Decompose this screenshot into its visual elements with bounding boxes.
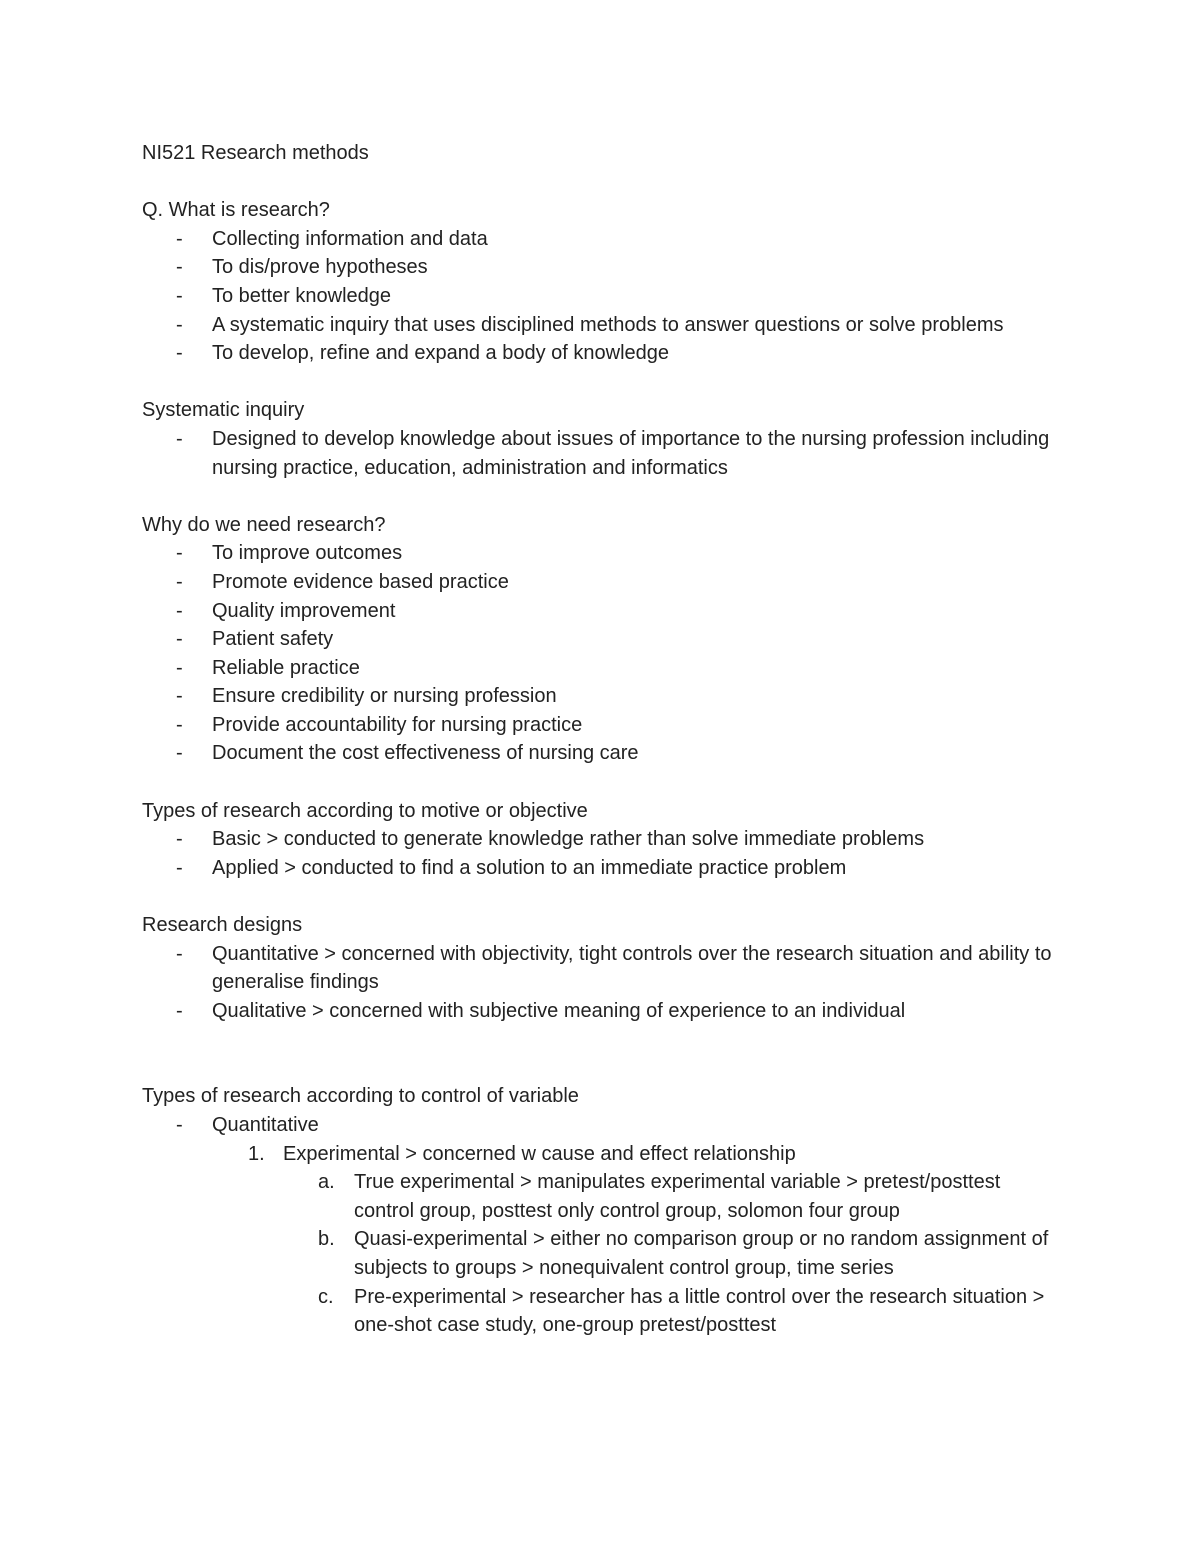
- letter-marker: c.: [318, 1285, 334, 1308]
- bullet-list-research-designs: [142, 940, 1062, 1026]
- dash-bullet: -: [176, 427, 183, 450]
- dash-bullet: -: [176, 284, 183, 307]
- list-item-text: To improve outcomes: [212, 542, 403, 565]
- list-item: [176, 711, 1062, 740]
- list-item: [176, 654, 1062, 683]
- list-item-text: Designed to develop knowledge about issues of importance to the nursing profession including nursing practice, education, administration and informatics: [212, 427, 1050, 479]
- list-item-text: Quantitative > concerned with objectivity, tight controls over the research situation and ability to generalise findings: [212, 942, 1052, 994]
- list-item: [176, 997, 1062, 1026]
- lettered-list: [283, 1168, 1062, 1340]
- list-item-text: To dis/prove hypotheses: [212, 256, 428, 279]
- list-item-text: To develop, refine and expand a body of knowledge: [212, 342, 670, 365]
- list-item-text: Document the cost effectiveness of nursing care: [212, 742, 639, 765]
- list-item: [176, 282, 1062, 311]
- list-item: [176, 1111, 1062, 1340]
- dash-bullet: -: [176, 256, 183, 279]
- dash-bullet: -: [176, 599, 183, 622]
- dash-bullet: -: [176, 828, 183, 851]
- spacer: [142, 368, 1062, 397]
- spacer: [142, 768, 1062, 797]
- list-item: [176, 225, 1062, 254]
- dash-bullet: -: [176, 313, 183, 336]
- list-item-text: Reliable practice: [212, 656, 360, 679]
- section-heading-what-is-research: Q. What is research?: [142, 199, 330, 222]
- numbered-item-text: Experimental > concerned w cause and effect relationship: [283, 1142, 796, 1165]
- lettered-item-text: Quasi-experimental > either no comparison group or no random assignment of subjects to groups > nonequivalent control group, time series: [354, 1228, 1049, 1279]
- dash-bullet: -: [176, 227, 183, 250]
- document-page: [142, 139, 1062, 1340]
- list-item: [176, 425, 1062, 482]
- list-item: [176, 739, 1062, 768]
- section-heading-motive: Types of research according to motive or objective: [142, 799, 588, 822]
- bullet-list-systematic-inquiry: [142, 425, 1062, 482]
- list-item-text: Qualitative > concerned with subjective meaning of experience to an individual: [212, 999, 906, 1022]
- list-item-text: Promote evidence based practice: [212, 570, 509, 593]
- dash-bullet: -: [176, 713, 183, 736]
- spacer: [142, 882, 1062, 911]
- letter-marker: b.: [318, 1228, 335, 1251]
- list-item-text: Basic > conducted to generate knowledge rather than solve immediate problems: [212, 828, 925, 851]
- number-marker: 1.: [248, 1142, 265, 1165]
- section-heading-research-designs: Research designs: [142, 914, 303, 937]
- lettered-item: [318, 1225, 1062, 1282]
- list-item-text: Ensure credibility or nursing profession: [212, 685, 557, 708]
- letter-marker: a.: [318, 1171, 335, 1194]
- lettered-item: [318, 1283, 1062, 1340]
- section-heading-why-research: Why do we need research?: [142, 513, 386, 536]
- list-item-text: Collecting information and data: [212, 227, 488, 250]
- list-item-text: Applied > conducted to find a solution to an immediate practice problem: [212, 856, 847, 879]
- dash-bullet: -: [176, 656, 183, 679]
- lettered-item-text: True experimental > manipulates experimental variable > pretest/posttest control group, posttest only control group, solomon four group: [354, 1171, 1001, 1222]
- spacer: [142, 168, 1062, 197]
- list-item-text: Provide accountability for nursing practice: [212, 713, 583, 736]
- spacer: [142, 1025, 1062, 1082]
- numbered-item: [248, 1140, 1062, 1340]
- list-item: [176, 568, 1062, 597]
- list-item: [176, 940, 1062, 997]
- dash-bullet: -: [176, 942, 183, 965]
- dash-bullet: -: [176, 999, 183, 1022]
- list-item: [176, 854, 1062, 883]
- list-item: [176, 597, 1062, 626]
- dash-bullet: -: [176, 856, 183, 879]
- list-item: [176, 825, 1062, 854]
- dash-bullet: -: [176, 628, 183, 651]
- bullet-list-why-research: [142, 539, 1062, 768]
- dash-bullet: -: [176, 1114, 183, 1136]
- list-item-text: Quantitative: [212, 1114, 319, 1136]
- list-item: [176, 539, 1062, 568]
- dash-bullet: -: [176, 342, 183, 365]
- list-item: [176, 253, 1062, 282]
- list-item: [176, 682, 1062, 711]
- dash-bullet: -: [176, 542, 183, 565]
- section-heading-systematic-inquiry: Systematic inquiry: [142, 399, 305, 422]
- numbered-list: [212, 1140, 1062, 1340]
- list-item: [176, 339, 1062, 368]
- dash-bullet: -: [176, 742, 183, 765]
- lettered-item: [318, 1168, 1062, 1225]
- lettered-item-text: Pre-experimental > researcher has a little control over the research situation > one-shot case study, one-group pretest/posttest: [354, 1285, 1045, 1337]
- list-item-text: Quality improvement: [212, 599, 396, 622]
- list-item-text: A systematic inquiry that uses disciplined methods to answer questions or solve problems: [212, 313, 1004, 336]
- list-item: [176, 311, 1062, 340]
- list-item-text: To better knowledge: [212, 284, 392, 307]
- list-item: [176, 625, 1062, 654]
- bullet-list-motive: [142, 825, 1062, 882]
- dash-bullet: -: [176, 685, 183, 708]
- document-title: NI521 Research methods: [142, 142, 369, 164]
- dash-bullet: -: [176, 570, 183, 593]
- spacer: [142, 482, 1062, 511]
- bullet-list-control-of-variable: [142, 1111, 1062, 1340]
- section-heading-control-of-variable: Types of research according to control of variable: [142, 1085, 579, 1108]
- list-item-text: Patient safety: [212, 628, 334, 651]
- bullet-list-what-is-research: [142, 225, 1062, 368]
